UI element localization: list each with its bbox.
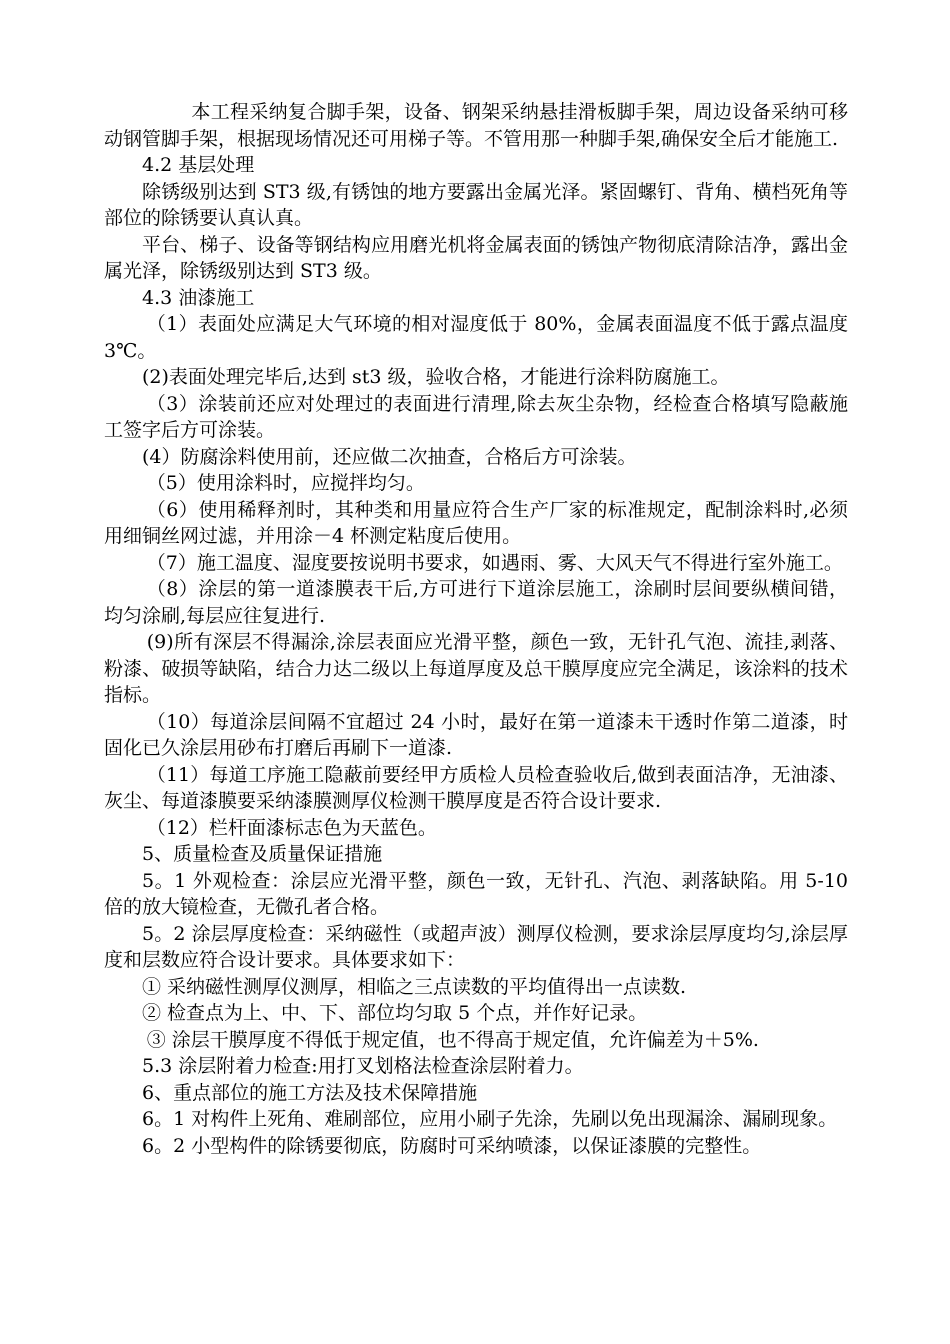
numbered-item-circle-2: ② 检查点为上、中、下、部位均匀取 5 个点，并作好记录。 (142, 1002, 648, 1024)
list-item-7: （7）施工温度、湿度要按说明书要求，如遇雨、雾、大风天气不得进行室外施工。 (146, 551, 843, 574)
paragraph-5-2: 5。2 涂层厚度检查：采纳磁性（或超声波）测厚仪检测，要求涂层厚度均匀,涂层厚度和层数应符合设计要求。具体要求如下： (104, 922, 848, 971)
section-heading-6: 6、重点部位的施工方法及技术保障措施 (142, 1081, 478, 1104)
paragraph-5-3: 5.3 涂层附着力检查:用打叉划格法检查涂层附着力。 (142, 1055, 584, 1077)
paragraph-6-1: 6。1 对构件上死角、难刷部位，应用小刷子先涂，先刷以免出现漏涂、漏刷现象。 (142, 1108, 838, 1130)
section-heading-4-3: 4.3 油漆施工 (142, 286, 255, 309)
paragraph-steel-polishing: 平台、梯子、设备等钢结构应用磨光机将金属表面的锈蚀产物彻底清除洁净，露出金属光泽，除锈级别达到 ST3 级。 (104, 233, 848, 282)
numbered-item-circle-3: ③ 涂层干膜厚度不得低于规定值，也不得高于规定值，允许偏差为＋5%. (146, 1028, 759, 1051)
list-item-9: (9)所有深层不得漏涂,涂层表面应光滑平整，颜色一致，无针孔气泡、流挂,剥落、粉漆、破损等缺陷，结合力达二级以上每道厚度及总干膜厚度应完全满足，该涂料的技术指标。 (104, 631, 848, 706)
list-item-10: （10）每道涂层间隔不宜超过 24 小时，最好在第一道漆未干透时作第二道漆，时固化已久涂层用砂布打磨后再刷下一道漆. (104, 710, 848, 759)
list-item-4: (4）防腐涂料使用前，还应做二次抽查，合格后方可涂装。 (142, 445, 637, 468)
paragraph-scaffolding: 本工程采纳复合脚手架，设备、钢架采纳悬挂滑板脚手架，周边设备采纳可移动钢管脚手架，根据现场情况还可用梯子等。不管用那一种脚手架,确保安全后才能施工. (104, 101, 848, 150)
list-item-6: （6）使用稀释剂时，其种类和用量应符合生产厂家的标准规定，配制涂料时,必须用细铜丝网过滤，并用涂－4 杯测定粘度后使用。 (104, 498, 848, 547)
paragraph-6-2: 6。2 小型构件的除锈要彻底，防腐时可采纳喷漆，以保证漆膜的完整性。 (142, 1134, 762, 1157)
list-item-1: （1）表面处应满足大气环境的相对湿度低于 80%，金属表面温度不低于露点温度 3℃。 (104, 313, 848, 362)
section-heading-5: 5、质量检查及质量保证措施 (142, 843, 383, 865)
numbered-item-circle-1: ① 采纳磁性测厚仪测厚，相临之三点读数的平均值得出一点读数. (142, 975, 687, 998)
paragraph-rust-grade: 除锈级别达到 ST3 级,有锈蚀的地方要露出金属光泽。紧固螺钉、背角、横档死角等部位的除锈要认真认真。 (104, 180, 848, 229)
paragraph-5-1: 5。1 外观检查：涂层应光滑平整，颜色一致，无针孔、汽泡、剥落缺陷。用 5-10 倍的放大镜检查，无微孔者合格。 (104, 869, 848, 918)
list-item-8: （8）涂层的第一道漆膜表干后,方可进行下道涂层施工，涂刷时层间要纵横间错，均匀涂刷,每层应往复进行. (104, 578, 848, 627)
list-item-3: （3）涂装前还应对处理过的表面进行清理,除去灰尘杂物，经检查合格填写隐蔽施工签字后方可涂装。 (104, 392, 848, 441)
list-item-5: （5）使用涂料时，应搅拌均匀。 (146, 472, 425, 494)
list-item-11: （11）每道工序施工隐蔽前要经甲方质检人员检查验收后,做到表面洁净，无油漆、灰尘、每道漆膜要采纳漆膜测厚仪检测干膜厚度是否符合设计要求. (104, 763, 848, 812)
list-item-12: （12）栏杆面漆标志色为天蓝色。 (146, 816, 437, 839)
document-body (104, 99, 848, 1159)
section-heading-4-2: 4.2 基层处理 (142, 154, 255, 176)
list-item-2: (2)表面处理完毕后,达到 st3 级，验收合格，才能进行涂料防腐施工。 (142, 366, 730, 388)
